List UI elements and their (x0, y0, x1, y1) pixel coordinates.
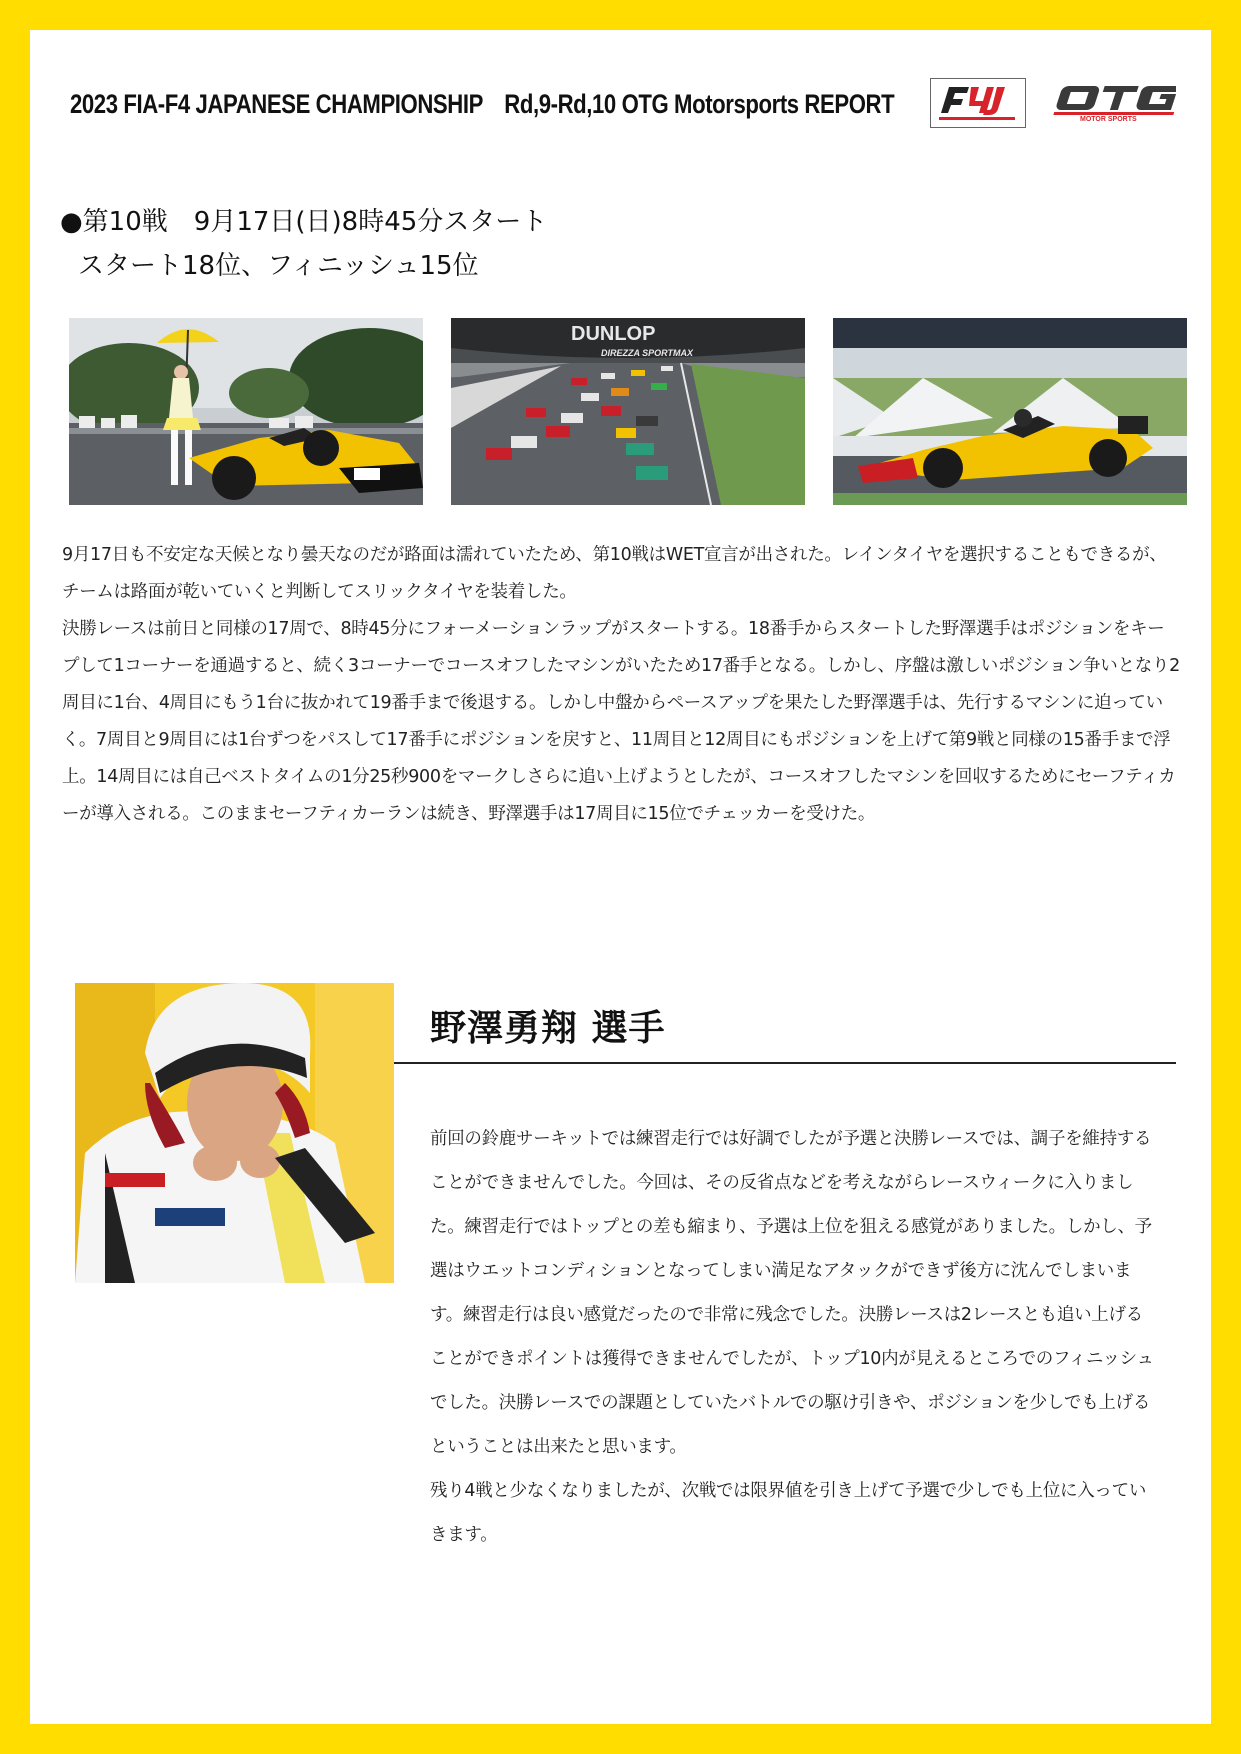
name-divider (394, 1062, 1176, 1064)
driver-name: 野澤勇翔 選手 (430, 1008, 666, 1049)
f4j-logo (930, 78, 1026, 128)
driver-comment-paragraph: 残り4戦と少なくなりましたが、次戦では限界値を引き上げて予選で少しでも上位に入っていきます。 (430, 1481, 1147, 1545)
race-heading (60, 200, 547, 288)
driver-wearing-helmet-photo-icon (75, 983, 394, 1283)
driver-comment-text (430, 1117, 1160, 1557)
otg-logo-mark-icon (1050, 82, 1176, 122)
race-start-photo (451, 318, 805, 505)
race-report-paragraph: 9月17日も不安定な天候となり曇天なのだが路面は濡れていたため、第10戦はWET宣言が出された。レインタイヤを選択することもできるが、チームは路面が乾いていくと判断してスリックタイヤを装着した。 (62, 545, 1167, 602)
photo-dunlop-banner: DUNLOP (571, 323, 656, 345)
grid-girl-photo (69, 318, 423, 505)
driver-portrait (75, 983, 394, 1283)
race-report-paragraph: 決勝レースは前日と同様の17周で、8時45分にフォーメーションラップがスタートする。18番手からスタートした野澤選手はポジションをキープして1コーナーを通過すると、続く3コーナーでコースオフしたマシンがいたため17番手となる。しかし、序盤は激しいポジション争いとなり2周目に1台、4周目にもう1台に抜かれて19番手まで後退する。しかし中盤からペースアップを果たした野澤選手は、先行するマシンに迫っていく。7周目と9周目には1台ずつをパスして17番手にポジションを戻すと、11周目と12周目にもポジションを上げて第9戦と同様の15番手まで浮上。14周目には自己ベストタイムの1分25秒900をマークしさらに追い上げようとしたが、コースオフしたマシンを回収するためにセーフティカーが導入される。このままセーフティカーランは続き、野澤選手は17周目に15位でチェッカーを受けた。 (62, 619, 1180, 824)
f4j-logo-mark-icon (931, 79, 1024, 126)
yellow-car-photo (833, 318, 1187, 505)
driver-comment-paragraph: 前回の鈴鹿サーキットでは練習走行では好調でしたが予選と決勝レースでは、調子を維持することができませんでした。今回は、その反省点などを考えながらレースウィークに入りました。練習走行ではトップとの差も縮まり、予選は上位を狙える感覚がありました。しかし、予選はウエットコンディションとなってしまい満足なアタックができず後方に沈んでしまいます。練習走行は良い感覚だったので非常に残念でした。決勝レースは2レースとも追い上げることができポイントは獲得できませんでしたが、トップ10内が見えるところでのフィニッシュでした。決勝レースでの課題としていたバトルでの駆け引きや、ポジションを少しでも上げるということは出来たと思います。 (430, 1129, 1154, 1457)
race-start-under-dunlop-bridge-photo-icon (451, 318, 805, 505)
report-page (30, 30, 1211, 1724)
yellow-formula-car-on-track-photo-icon (833, 318, 1187, 505)
photo-dunlop-subbanner: DIREZZA SPORTMAX (601, 348, 694, 358)
race-report-text (62, 537, 1180, 833)
report-title: 2023 FIA-F4 JAPANESE CHAMPIONSHIP Rd,9-Rd,10 OTG Motorsports REPORT (70, 89, 895, 119)
otg-logo-subtitle: MOTOR SPORTS (1080, 116, 1137, 122)
race-heading-result: スタート18位、フィニッシュ15位 (78, 251, 479, 281)
race-heading-date: ●第10戦 9月17日(日)8時45分スタート (60, 207, 548, 237)
grid-girl-with-umbrella-and-car-photo-icon (69, 318, 423, 505)
otg-logo (1050, 82, 1176, 122)
